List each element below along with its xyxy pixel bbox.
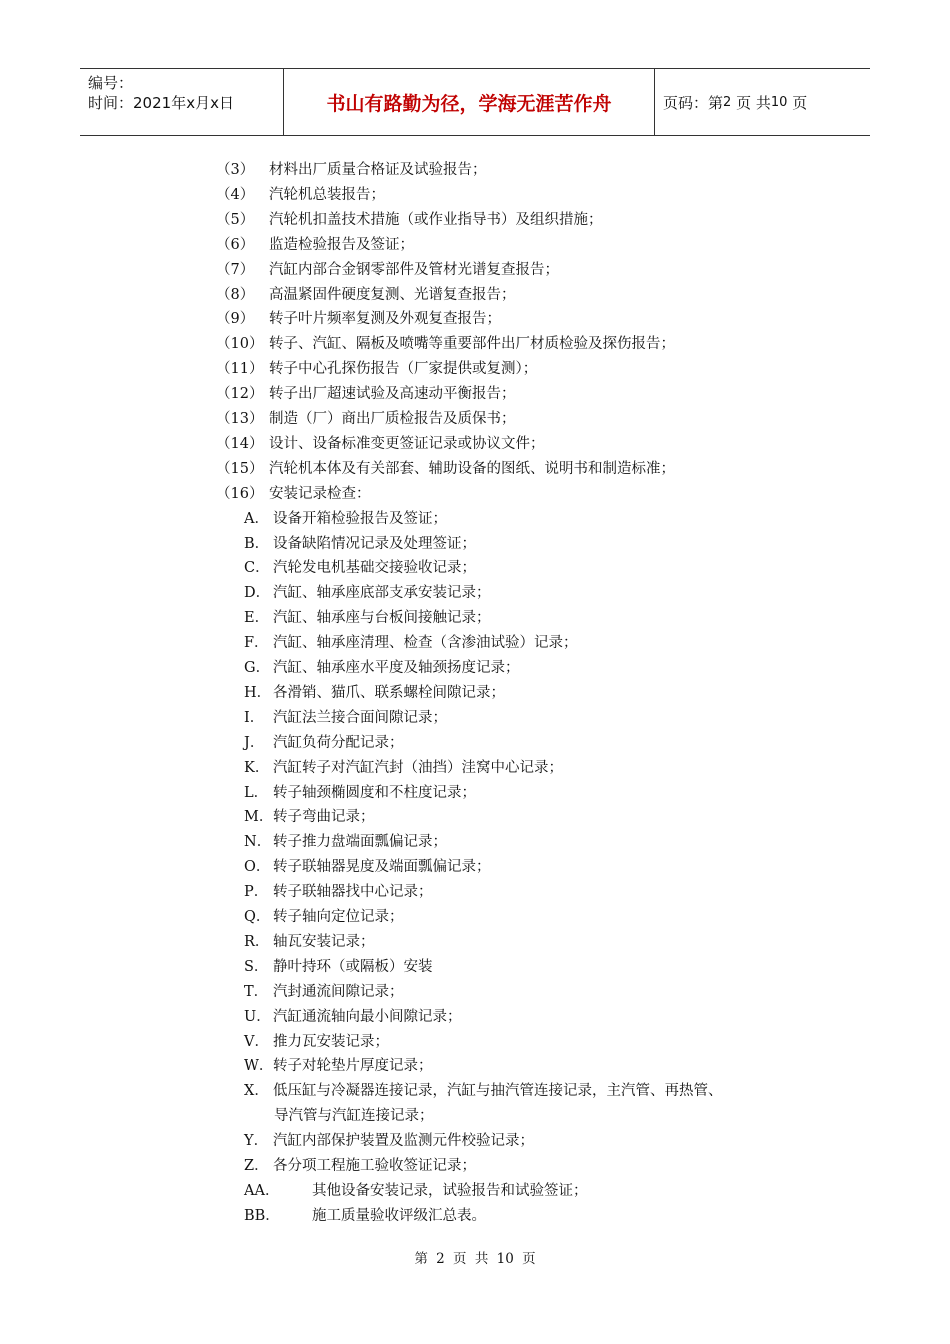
item-text: 各滑销、猫爪、联系螺栓间隙记录； xyxy=(273,684,505,701)
item-letter: G． xyxy=(244,660,271,676)
item-letter: V． xyxy=(244,1033,269,1050)
header-page-info xyxy=(655,69,870,135)
item-number: （13） xyxy=(216,411,264,427)
item-text: 导汽管与汽缸连接记录； xyxy=(274,1108,434,1125)
item-text: 设计、设备标准变更签证记录或协议文件； xyxy=(269,435,545,452)
item-letter: L． xyxy=(244,784,269,801)
page-mid: 页 共 xyxy=(736,93,771,112)
item-text: 汽缸、轴承座水平度及轴颈扬度记录； xyxy=(273,660,520,676)
item-text: 转子轴颈椭圆度和不柱度记录； xyxy=(273,784,476,801)
item-number: （8） xyxy=(216,286,255,303)
item-letter: Z． xyxy=(244,1158,269,1174)
item-letter: C． xyxy=(244,560,270,577)
item-letter: B． xyxy=(244,535,270,552)
item-text: 推力瓦安装记录； xyxy=(273,1033,389,1050)
item-letter: A． xyxy=(244,510,269,527)
item-text: 转子、汽缸、隔板及喷嘴等重要部件出厂材质检验及探伤报告； xyxy=(269,336,675,353)
item-letter: F． xyxy=(244,635,269,652)
item-text: 材料出厂质量合格证及试验报告； xyxy=(269,162,487,178)
item-letter: U． xyxy=(244,1008,271,1025)
item-text: 转子叶片频率复测及外观复查报告； xyxy=(269,311,501,328)
item-text: 轴瓦安装记录； xyxy=(273,933,375,950)
item-number: （7） xyxy=(216,261,255,278)
item-number: （10） xyxy=(216,336,264,353)
item-letter: M． xyxy=(244,809,274,826)
item-text: 设备开箱检验报告及签证； xyxy=(273,510,447,527)
item-letter: X． xyxy=(244,1083,269,1100)
item-text: 设备缺陷情况记录及处理签证； xyxy=(273,535,476,552)
item-letter: E． xyxy=(244,610,270,627)
item-text: 汽轮发电机基础交接验收记录； xyxy=(273,560,476,577)
item-number: （11） xyxy=(216,361,264,378)
time-value: 2021年x月x日 xyxy=(133,94,234,112)
item-text: 汽轮机总装报告； xyxy=(269,186,385,203)
time-label: 时间： xyxy=(88,94,134,112)
item-letter: P． xyxy=(244,884,269,901)
item-letter: O． xyxy=(244,859,271,876)
item-text: 汽轮机本体及有关部套、辅助设备的图纸、说明书和制造标准； xyxy=(269,460,675,477)
page-suffix: 页 xyxy=(792,93,808,112)
item-letter: T． xyxy=(244,983,269,1000)
item-letter: Q． xyxy=(244,909,271,925)
page-prefix: 页码：第 xyxy=(663,93,724,112)
item-text: 转子中心孔探伤报告（厂家提供或复测）； xyxy=(269,361,538,378)
item-letter: S． xyxy=(244,958,269,975)
item-text: 各分项工程施工验收签证记录； xyxy=(273,1158,476,1174)
item-letter: I． xyxy=(244,709,265,726)
header-motto: 书山有路勤为径，学海无涯苦作舟 xyxy=(283,69,655,135)
item-text: 转子推力盘端面瓢偏记录； xyxy=(273,834,447,851)
item-letter: R． xyxy=(244,933,270,950)
item-letter: BB． xyxy=(244,1207,280,1224)
item-text: 高温紧固件硬度复测、光谱复查报告； xyxy=(269,286,516,303)
item-text: 汽缸内部保护装置及监测元件校验记录； xyxy=(273,1133,534,1150)
item-text: 制造（厂）商出厂质检报告及质保书； xyxy=(269,411,516,427)
item-number: （12） xyxy=(216,386,264,403)
item-text: 安装记录检查： xyxy=(269,485,371,502)
item-text: 汽缸、轴承座与台板间接触记录； xyxy=(273,610,491,627)
item-text: 监造检验报告及签证； xyxy=(269,236,414,253)
item-text: 施工质量验收评级汇总表。 xyxy=(312,1207,486,1224)
item-text: 汽封通流间隙记录； xyxy=(273,983,404,1000)
page-header xyxy=(80,68,870,136)
item-number: （9） xyxy=(216,311,255,328)
item-number: （3） xyxy=(216,162,255,178)
item-text: 汽缸负荷分配记录； xyxy=(273,734,404,751)
item-text: 低压缸与冷凝器连接记录，汽缸与抽汽管连接记录，主汽管、再热管、 xyxy=(273,1083,723,1100)
item-letter: D． xyxy=(244,585,271,602)
item-text: 转子弯曲记录； xyxy=(273,809,375,826)
item-text: 汽轮机扣盖技术措施（或作业指导书）及组织措施； xyxy=(269,211,603,228)
item-text: 静叶持环（或隔板）安装 xyxy=(273,958,433,975)
item-letter: W． xyxy=(244,1058,274,1075)
item-number: （4） xyxy=(216,186,255,203)
page-total: 10 xyxy=(770,94,788,110)
item-text: 汽缸、轴承座底部支承安装记录； xyxy=(273,585,491,602)
page-footer: 第 2 页 共 10 页 xyxy=(414,1251,536,1267)
item-text: 转子联轴器晃度及端面瓢偏记录； xyxy=(273,859,491,876)
item-text: 转子轴向定位记录； xyxy=(273,909,404,925)
number-label: 编号： xyxy=(88,74,134,92)
item-letter: J． xyxy=(244,734,265,751)
item-number: （14） xyxy=(216,435,264,452)
item-text: 汽缸内部合金钢零部件及管材光谱复查报告； xyxy=(269,261,559,278)
item-number: （16） xyxy=(216,485,264,502)
item-letter: Y． xyxy=(244,1133,269,1150)
item-letter: H． xyxy=(244,684,272,701)
item-text: 转子对轮垫片厚度记录； xyxy=(273,1058,433,1075)
item-text: 转子联轴器找中心记录； xyxy=(273,884,433,901)
item-letter: N． xyxy=(244,834,272,851)
item-text: 汽缸转子对汽缸汽封（油挡）洼窝中心记录； xyxy=(273,759,563,776)
item-letter: AA． xyxy=(244,1182,280,1199)
page-current: 2 xyxy=(723,94,732,110)
item-text: 汽缸、轴承座清理、检查（含渗油试验）记录； xyxy=(273,635,578,652)
header-meta xyxy=(80,69,283,135)
item-number: （5） xyxy=(216,211,255,228)
item-letter: K． xyxy=(244,759,270,776)
item-text: 汽缸通流轴向最小间隙记录； xyxy=(273,1008,462,1025)
item-text: 汽缸法兰接合面间隙记录； xyxy=(273,709,447,726)
item-text: 其他设备安装记录，试验报告和试验签证； xyxy=(312,1182,588,1199)
item-number: （15） xyxy=(216,460,264,477)
item-number: （6） xyxy=(216,236,255,253)
item-text: 转子出厂超速试验及高速动平衡报告； xyxy=(269,386,516,403)
